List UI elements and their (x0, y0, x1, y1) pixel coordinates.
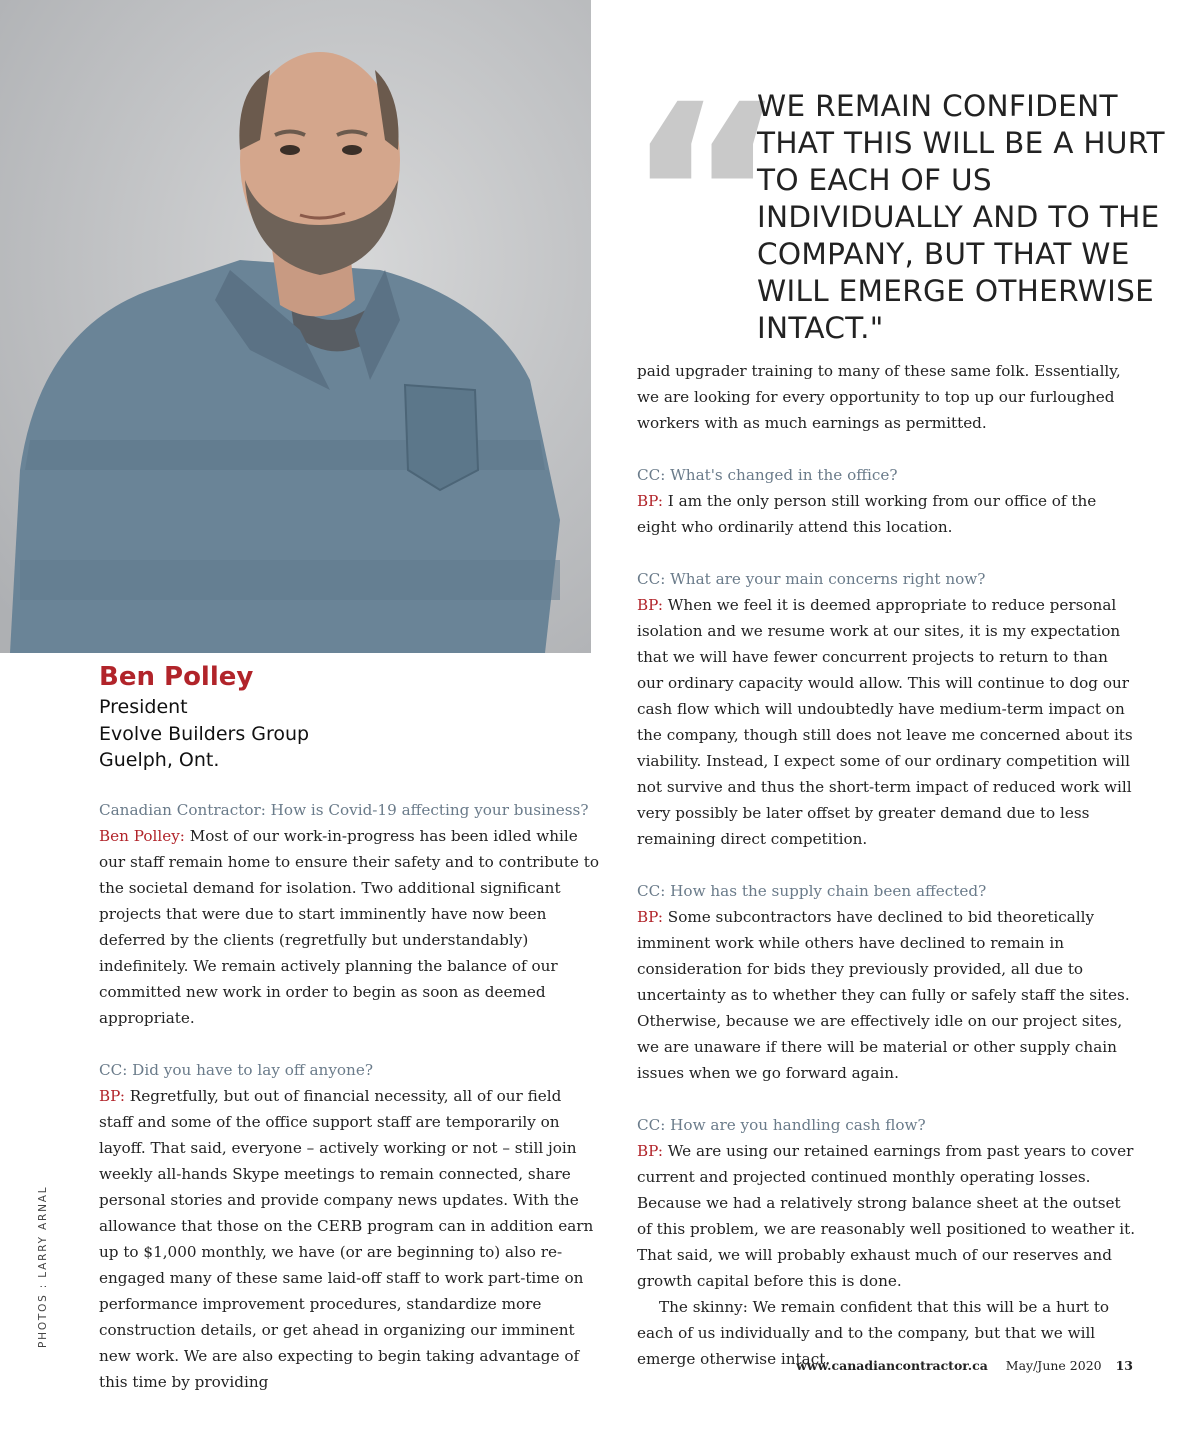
answer-text: Regretfully, but out of financial necessity, all of our field staff and some of the office support staff are temporarily on layoff. That said, everyone – actively working or not – still join weekly all-hands Skype meetings to remain connected, share personal stories and provide company news updates. With the allowance that those on the CERB program can in addition earn up to $1,000 monthly, we have (or are beginning to) also re-engaged many of these same laid-off staff to work part-time on performance improvement procedures, standardize more construction details, or get ahead in organizing our imminent new work. We are also expecting to begin taking advantage of this time by providing (99, 1087, 594, 1391)
profile-location: Guelph, Ont. (99, 749, 220, 771)
answer-text: Some subcontractors have declined to bid theoretically imminent work while others have declined to remain in consideration for bids they previously provided, all due to uncertainty as to whether they can fully or safely staff the sites. Otherwise, because we are effectively idle on our project sites, we are unaware if there will be material or other supply chain issues when we go forward again. (637, 908, 1130, 1082)
footer-issue: May/June 2020 (1005, 1358, 1102, 1373)
question: CC: What's changed in the office? (637, 466, 898, 484)
quote-mark-icon: “ (624, 51, 769, 342)
page-number: 13 (1115, 1358, 1133, 1373)
answer-label: BP: (637, 908, 663, 926)
answer-text: When we feel it is deemed appropriate to reduce personal isolation and we resume work at our sites, it is my expectation that we will have fewer concurrent projects to return to than our ordinary capacity would allow. This will continue to dog our cash flow which will undoubtedly have medium-term impact on the company, though still does not leave me concerned about its viability. Instead, I expect some of our ordinary competition will not survive and thus the short-term impact of reduced work will very possibly be later offset by greater demand due to less remaining direct competition. (637, 596, 1133, 848)
profile-block (99, 660, 579, 774)
footer-url: www.canadiancontractor.ca (796, 1358, 988, 1373)
question: CC: How has the supply chain been affected? (637, 882, 987, 900)
profile-title: President (99, 696, 188, 718)
profile-company: Evolve Builders Group (99, 722, 310, 745)
answer-label: BP: (637, 1142, 663, 1160)
closing-paragraph: The skinny: We remain confident that this will be a hurt to each of us individually and to the company, but that we will emerge otherwise intact. (637, 1298, 1110, 1368)
answer-text: We are using our retained earnings from past years to cover current and projected continued monthly operating losses. Because we had a relatively strong balance sheet at the outset of this problem, we are reasonably well positioned to weather it. That said, we will probably exhaust much of our reserves and growth capital before this is done. (637, 1142, 1136, 1290)
question: CC: How are you handling cash flow? (637, 1116, 926, 1134)
qa-item (637, 462, 1137, 540)
answer-label: BP: (99, 1087, 125, 1105)
page-footer (796, 1358, 1133, 1373)
portrait-illustration (0, 0, 591, 653)
answer-text: I am the only person still working from our office of the eight who ordinarily attend this location. (637, 492, 1097, 536)
pull-quote-text: WE REMAIN CONFIDENT THAT THIS WILL BE A HURT TO EACH OF US INDIVIDUALLY AND TO THE COMPANY, BUT THAT WE WILL EMERGE OTHERWISE INTACT." (757, 89, 1165, 345)
answer-label: BP: (637, 596, 663, 614)
qa-item (637, 878, 1137, 1086)
qa-item (637, 1112, 1137, 1294)
continuation-text: paid upgrader training to many of these same folk. Essentially, we are looking for every opportunity to top up our furloughed workers with as much earnings as permitted. (637, 362, 1121, 432)
answer-label: Ben Polley: (99, 827, 185, 845)
pull-quote (620, 51, 1180, 358)
right-column (637, 358, 1137, 1372)
answer-label: BP: (637, 492, 663, 510)
answer-text: Most of our work-in-progress has been idled while our staff remain home to ensure their safety and to contribute to the societal demand for isolation. Two additional significant projects that were due to start imminently have now been deferred by the clients (regretfully but understandably) indefinitely. We remain actively planning the balance of our committed new work in order to begin as soon as deemed appropriate. (99, 827, 599, 1027)
profile-name: Ben Polley (99, 662, 254, 692)
question: Canadian Contractor: How is Covid-19 affecting your business? (99, 801, 589, 819)
qa-item (637, 566, 1137, 852)
qa-item (99, 797, 599, 1031)
left-column (99, 797, 599, 1421)
question: CC: What are your main concerns right now? (637, 570, 986, 588)
photo-credit: PHOTOS : LARRY ARNAL (37, 1185, 49, 1348)
question: CC: Did you have to lay off anyone? (99, 1061, 373, 1079)
portrait-photo (0, 0, 591, 653)
qa-item (99, 1057, 599, 1395)
